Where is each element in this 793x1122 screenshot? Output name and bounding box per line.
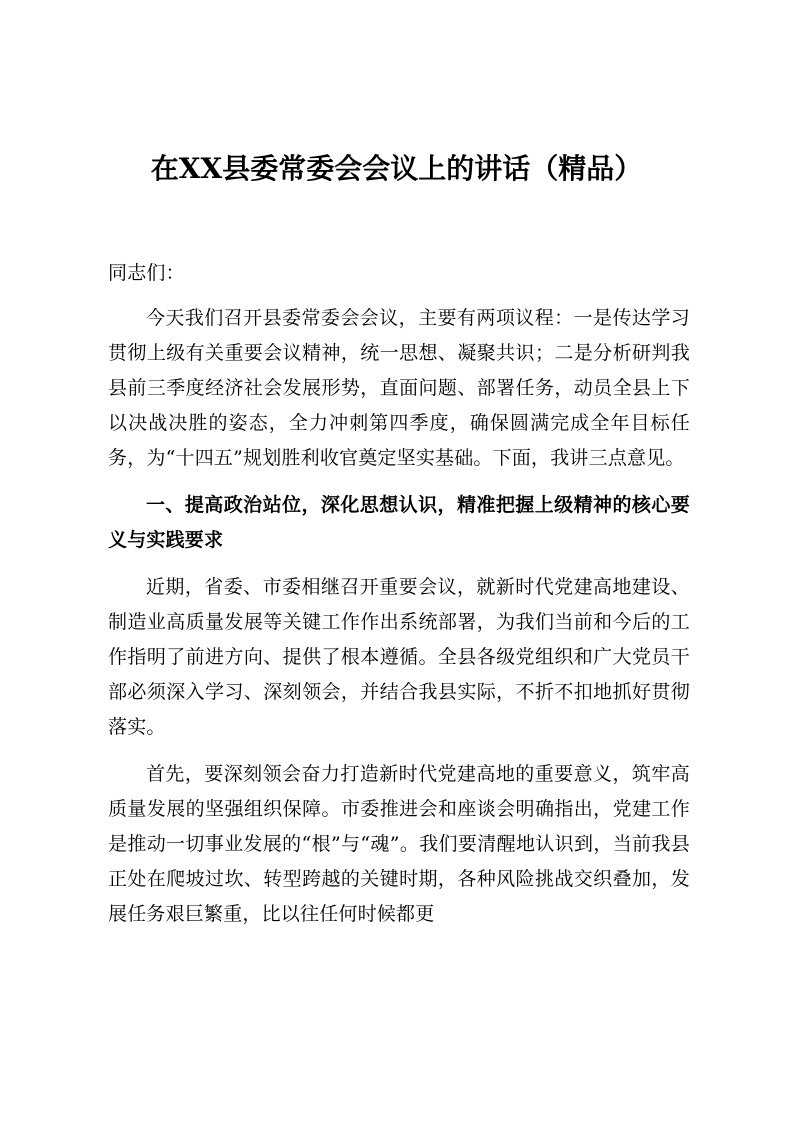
document-title: 在XX县委常委会会议上的讲话（精品） — [150, 152, 643, 185]
paragraph-intro: 今天我们召开县委常委会会议，主要有两项议程：一是传达学习贯彻上级有关重要会议精神，统一思想、凝聚共识；二是分析研判我县前三季度经济社会发展形势，直面问题、部署任务，动员全县上下以决战决胜的姿态，全力冲刺第四季度，确保圆满完成全年目标任务，为“十四五”规划胜利收官奠定坚实基础。下面，我讲三点意见。 — [108, 307, 690, 469]
paragraph-section1-2: 首先，要深刻领会奋力打造新时代党建高地的重要意义，筑牢高质量发展的坚强组织保障。市委推进会和座谈会明确指出，党建工作是推动一切事业发展的“根”与“魂”。我们要清醒地认识到，当前我县正处在爬坡过坎、转型跨越的关键时期，各种风险挑战交织叠加，发展任务艰巨繁重，比以往任何时候都更 — [108, 763, 690, 925]
section-heading-1: 一、提高政治站位，深化思想认识，精准把握上级精神的核心要义与实践要求 — [108, 494, 690, 551]
document-body — [108, 256, 690, 944]
greeting: 同志们： — [108, 262, 185, 284]
paragraph-section1-1: 近期，省委、市委相继召开重要会议，就新时代党建高地建设、制造业高质量发展等关键工作作出系统部署，为我们当前和今后的工作指明了前进方向、提供了根本遵循。全县各级党组织和广大党员干部必须深入学习、深刻领会，并结合我县实际，不折不扣地抓好贯彻落实。 — [108, 576, 690, 738]
